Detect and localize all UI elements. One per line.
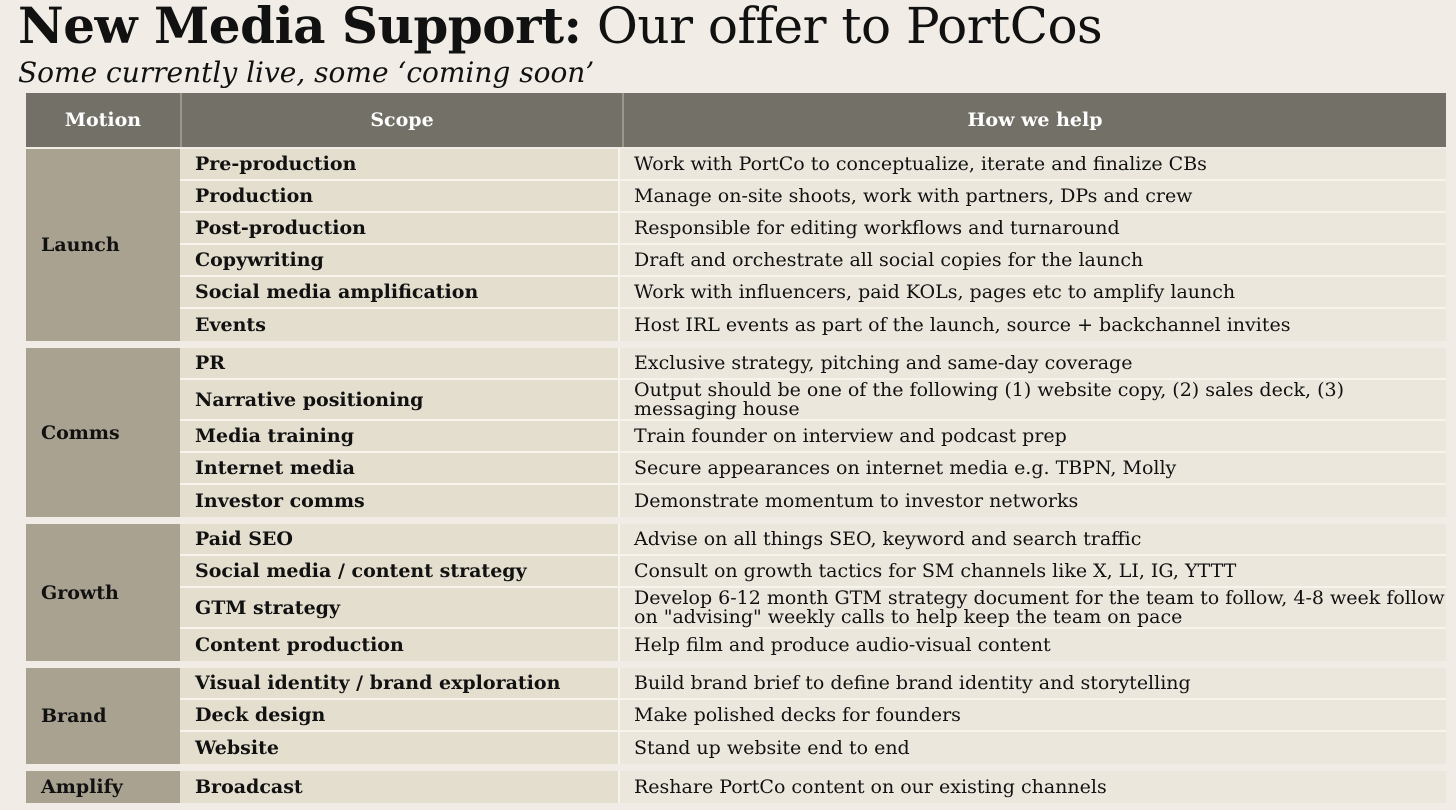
table-row	[180, 668, 1446, 700]
help-cell: Advise on all things SEO, keyword and search traffic	[620, 524, 1446, 554]
table-row	[180, 149, 1446, 181]
table-row	[180, 181, 1446, 213]
scope-cell: Copywriting	[180, 245, 620, 275]
header-motion: Motion	[26, 93, 182, 147]
table-row	[180, 588, 1446, 629]
table-row	[180, 732, 1446, 764]
scope-cell: Production	[180, 181, 620, 211]
help-cell: Build brand brief to define brand identity and storytelling	[620, 668, 1446, 698]
table-row	[180, 309, 1446, 341]
scope-cell: Broadcast	[180, 771, 620, 803]
group-comms	[26, 348, 1446, 517]
title-bold: New Media Support:	[18, 0, 582, 55]
table-row	[180, 245, 1446, 277]
scope-cell: Events	[180, 309, 620, 341]
scope-cell: Social media amplification	[180, 277, 620, 307]
help-cell: Work with influencers, paid KOLs, pages etc to amplify launch	[620, 277, 1446, 307]
scope-cell: Media training	[180, 421, 620, 451]
table-row	[180, 348, 1446, 380]
table-row	[180, 421, 1446, 453]
table-header	[26, 93, 1446, 147]
help-cell: Train founder on interview and podcast prep	[620, 421, 1446, 451]
motion-label: Growth	[26, 524, 180, 661]
help-cell: Manage on-site shoots, work with partners, DPs and crew	[620, 181, 1446, 211]
table-row	[180, 485, 1446, 517]
help-cell: Demonstrate momentum to investor networks	[620, 485, 1446, 517]
help-cell: Exclusive strategy, pitching and same-day coverage	[620, 348, 1446, 378]
table-row	[180, 629, 1446, 661]
scope-cell: Investor comms	[180, 485, 620, 517]
group-growth	[26, 524, 1446, 661]
scope-cell: Narrative positioning	[180, 380, 620, 419]
scope-cell: Paid SEO	[180, 524, 620, 554]
help-cell: Reshare PortCo content on our existing channels	[620, 771, 1446, 803]
help-cell: Responsible for editing workflows and turnaround	[620, 213, 1446, 243]
scope-cell: Deck design	[180, 700, 620, 730]
scope-cell: Content production	[180, 629, 620, 661]
scope-cell: Visual identity / brand exploration	[180, 668, 620, 698]
scope-cell: Website	[180, 732, 620, 764]
table-row	[180, 453, 1446, 485]
table-row	[180, 556, 1446, 588]
help-cell: Secure appearances on internet media e.g. TBPN, Molly	[620, 453, 1446, 483]
scope-cell: Social media / content strategy	[180, 556, 620, 586]
scope-cell: GTM strategy	[180, 588, 620, 627]
header-how-we-help: How we help	[967, 109, 1103, 131]
scope-cell: Internet media	[180, 453, 620, 483]
table-row	[180, 524, 1446, 556]
help-cell: Work with PortCo to conceptualize, iterate and finalize CBs	[620, 149, 1446, 179]
help-cell: Develop 6-12 month GTM strategy document for the team to follow, 4-8 week follow on "advising" weekly calls to help keep the team on pace	[620, 588, 1446, 627]
motion-label: Amplify	[26, 771, 180, 803]
help-cell: Output should be one of the following (1) website copy, (2) sales deck, (3) messaging house	[620, 380, 1446, 419]
help-cell: Stand up website end to end	[620, 732, 1446, 764]
help-cell: Host IRL events as part of the launch, source + backchannel invites	[620, 309, 1446, 341]
table-row	[180, 380, 1446, 421]
page-subtitle: Some currently live, some ‘coming soon’	[18, 56, 595, 89]
offer-table	[26, 93, 1446, 810]
scope-cell: PR	[180, 348, 620, 378]
page-title	[18, 0, 1102, 56]
help-cell: Draft and orchestrate all social copies for the launch	[620, 245, 1446, 275]
motion-label: Comms	[26, 348, 180, 517]
group-brand	[26, 668, 1446, 764]
scope-cell: Post-production	[180, 213, 620, 243]
table-row	[180, 213, 1446, 245]
help-cell: Make polished decks for founders	[620, 700, 1446, 730]
table-row	[180, 277, 1446, 309]
table-row	[180, 700, 1446, 732]
group-amplify	[26, 771, 1446, 803]
help-cell: Consult on growth tactics for SM channels like X, LI, IG, YTTT	[620, 556, 1446, 586]
scope-cell: Pre-production	[180, 149, 620, 179]
motion-label: Launch	[26, 149, 180, 341]
group-launch	[26, 149, 1446, 341]
motion-label: Brand	[26, 668, 180, 764]
help-cell: Help film and produce audio-visual content	[620, 629, 1446, 661]
header-scope: Scope	[182, 93, 624, 147]
table-row	[180, 771, 1446, 803]
title-rest: Our offer to PortCos	[581, 0, 1103, 55]
